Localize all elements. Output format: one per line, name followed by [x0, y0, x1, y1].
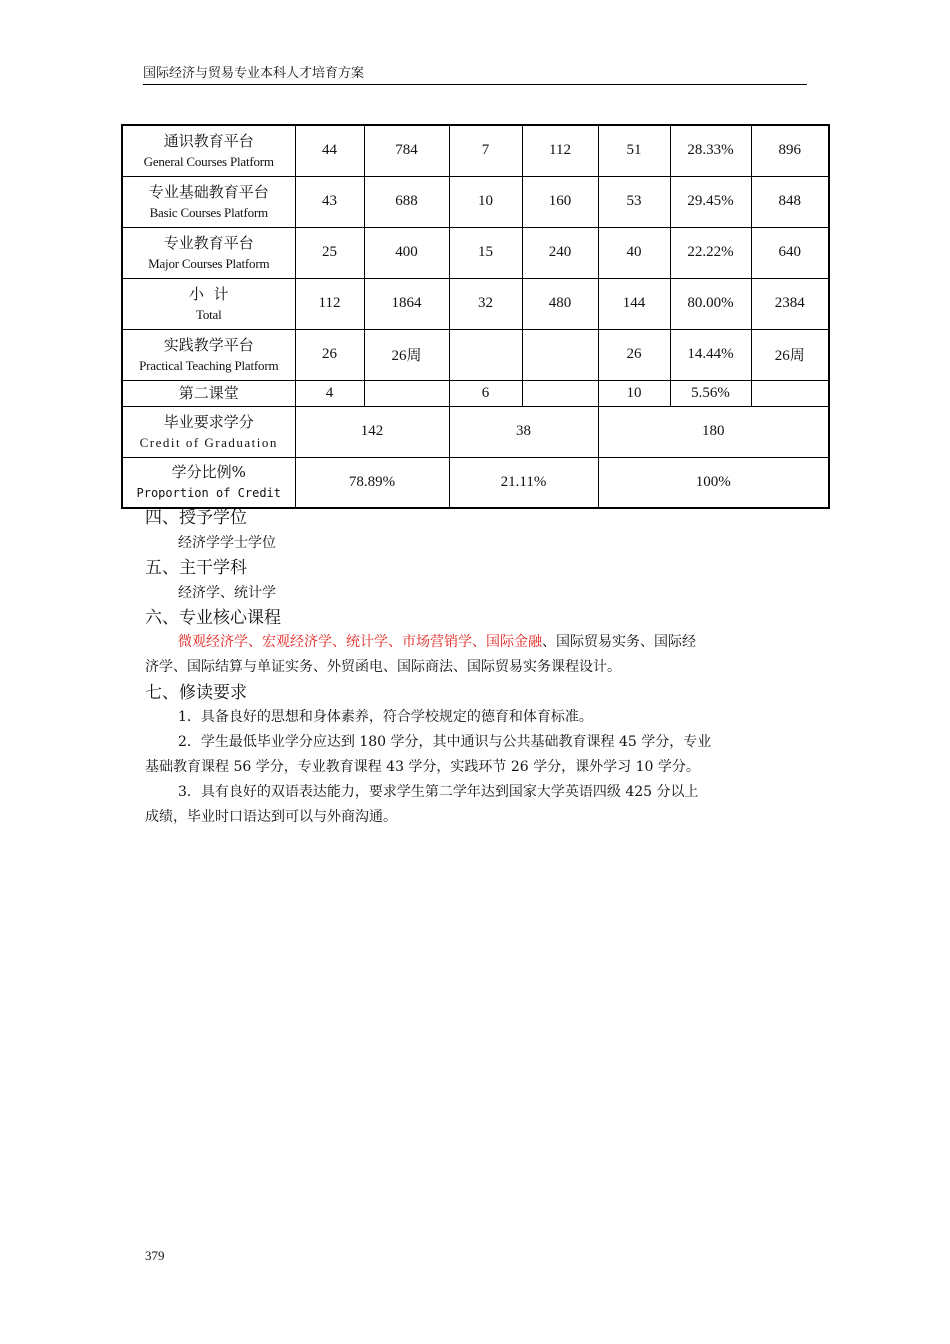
table-cell [751, 380, 829, 406]
table-cell: 5.56% [670, 380, 751, 406]
table-cell: 480 [522, 278, 598, 329]
table-cell: 7 [449, 125, 522, 176]
degree-text: 经济学学士学位 [178, 535, 276, 551]
table-cell: 53 [598, 176, 670, 227]
table-cell: 6 [449, 380, 522, 406]
table-cell: 25 [295, 227, 364, 278]
table-cell: 142 [295, 406, 449, 457]
table-row [122, 125, 829, 176]
table-cell: 29.45% [670, 176, 751, 227]
row-name: 专业教育平台 Major Courses Platform [122, 227, 295, 278]
table-cell: 100% [598, 457, 829, 508]
table-cell: 26周 [751, 329, 829, 380]
table-cell: 10 [449, 176, 522, 227]
table-row [122, 329, 829, 380]
table-cell [522, 329, 598, 380]
page-header: 国际经济与贸易专业本科人才培育方案 [143, 66, 807, 85]
section-heading-core-courses: 六、专业核心课程 [145, 608, 281, 628]
section-heading-degree: 四、授予学位 [145, 508, 247, 528]
table-cell: 160 [522, 176, 598, 227]
table-cell: 51 [598, 125, 670, 176]
table-cell: 848 [751, 176, 829, 227]
row-name: 毕业要求学分 Credit of Graduation [122, 406, 295, 457]
requirement-item-3-line-2: 成绩，毕业时口语达到可以与外商沟通。 [145, 809, 397, 825]
table-cell: 10 [598, 380, 670, 406]
table-row [122, 227, 829, 278]
core-courses-line-1 [145, 630, 838, 655]
table-cell: 1864 [364, 278, 449, 329]
page-number: 379 [145, 1248, 165, 1263]
table-cell: 40 [598, 227, 670, 278]
table-cell: 896 [751, 125, 829, 176]
table-cell: 2384 [751, 278, 829, 329]
table-cell: 43 [295, 176, 364, 227]
credit-table [121, 124, 830, 509]
row-name: 通识教育平台 General Courses Platform [122, 125, 295, 176]
table-cell: 38 [449, 406, 598, 457]
requirement-item-2-line-2: 基础教育课程 56 学分，专业教育课程 43 学分，实践环节 26 学分，课外学习 10 学分。 [145, 759, 700, 775]
table-row [122, 457, 829, 508]
table-cell: 78.89% [295, 457, 449, 508]
table-cell [522, 380, 598, 406]
table-row [122, 278, 829, 329]
row-name: 第二课堂 [122, 380, 295, 406]
core-courses-highlight: 微观经济学、宏观经济学、统计学、市场营销学、国际金融 [178, 634, 542, 650]
table-cell: 21.11% [449, 457, 598, 508]
core-courses-line-2: 济学、国际结算与单证实务、外贸函电、国际商法、国际贸易实务课程设计。 [145, 659, 621, 675]
core-courses-rest: 、国际贸易实务、国际经 [542, 634, 696, 650]
section-heading-disciplines: 五、主干学科 [145, 558, 247, 578]
table-cell: 784 [364, 125, 449, 176]
table-cell: 15 [449, 227, 522, 278]
table-cell: 26 [295, 329, 364, 380]
table-row [122, 176, 829, 227]
table-cell: 688 [364, 176, 449, 227]
table-cell: 640 [751, 227, 829, 278]
table-cell: 112 [522, 125, 598, 176]
table-cell [449, 329, 522, 380]
requirement-item-2-line-1: 2．学生最低毕业学分应达到 180 学分，其中通识与公共基础教育课程 45 学分，专业 [178, 734, 712, 750]
table-cell: 32 [449, 278, 522, 329]
table-cell: 22.22% [670, 227, 751, 278]
table-cell: 14.44% [670, 329, 751, 380]
requirement-item-3-line-1: 3．具有良好的双语表达能力，要求学生第二学年达到国家大学英语四级 425 分以上 [178, 784, 699, 800]
table-cell: 26周 [364, 329, 449, 380]
row-name: 学分比例% Proportion of Credit [122, 457, 295, 508]
table-cell: 4 [295, 380, 364, 406]
section-heading-requirements: 七、修读要求 [145, 683, 247, 703]
table-cell: 240 [522, 227, 598, 278]
table-cell: 44 [295, 125, 364, 176]
row-name: 实践教学平台 Practical Teaching Platform [122, 329, 295, 380]
table-cell: 400 [364, 227, 449, 278]
table-row [122, 406, 829, 457]
table-cell: 28.33% [670, 125, 751, 176]
disciplines-text: 经济学、统计学 [178, 585, 276, 601]
table-cell: 26 [598, 329, 670, 380]
table-cell: 112 [295, 278, 364, 329]
table-cell: 144 [598, 278, 670, 329]
table-cell: 180 [598, 406, 829, 457]
requirement-item-1: 1．具备良好的思想和身体素养，符合学校规定的德育和体育标准。 [178, 709, 593, 725]
table-row [122, 380, 829, 406]
table-cell: 80.00% [670, 278, 751, 329]
row-name: 专业基础教育平台 Basic Courses Platform [122, 176, 295, 227]
table-cell [364, 380, 449, 406]
row-name: 小 计 Total [122, 278, 295, 329]
